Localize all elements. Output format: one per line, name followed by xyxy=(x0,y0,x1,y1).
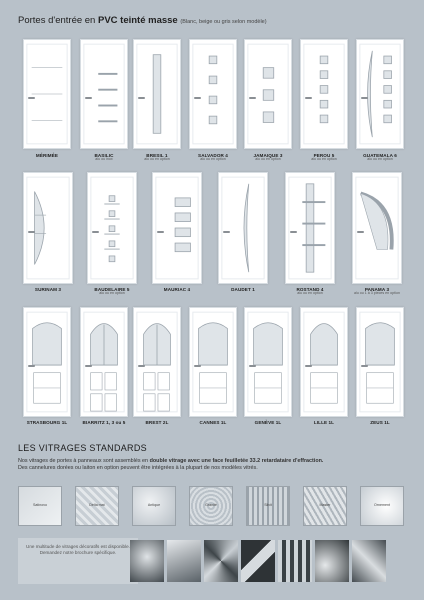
door-caption xyxy=(348,420,412,425)
door-drawing xyxy=(353,173,401,283)
decorative-note: Une multitude de vitrages décoratifs est disponible. Demandez notre brochure spécifique. xyxy=(18,538,138,584)
door-handle xyxy=(138,365,145,367)
glass-sample xyxy=(246,486,290,526)
door-note: alu ou inox xyxy=(95,157,113,161)
door-drawing xyxy=(245,40,291,148)
door-name: JAMAIQUE 3 xyxy=(253,153,283,158)
page-title: Portes d'entrée en PVC teinté masse (Blanc, beige ou gris selon modèle) xyxy=(18,15,267,26)
door-drawing xyxy=(81,308,127,416)
door-illustration xyxy=(189,39,237,149)
door-name: MÉRIMÉE xyxy=(35,153,59,158)
door-drawing xyxy=(81,40,127,148)
door-handle xyxy=(361,365,368,367)
door-caption xyxy=(15,153,79,158)
door-name: BREST 2L xyxy=(145,420,169,425)
decorative-glass-strip xyxy=(18,538,406,584)
glass-label: Master xyxy=(319,503,331,507)
door-illustration xyxy=(300,307,348,417)
door-drawing xyxy=(357,40,403,148)
door-name: ROSTAND 4 xyxy=(296,287,324,292)
glass-label: Antique xyxy=(147,503,161,507)
door-illustration xyxy=(80,39,128,149)
door-drawing xyxy=(190,308,236,416)
door-illustration xyxy=(23,307,71,417)
door-handle xyxy=(28,365,35,367)
door-illustration xyxy=(300,39,348,149)
door-name: STRASBOURG 1L xyxy=(26,420,68,425)
door-name: PANAMA 3 xyxy=(364,287,390,292)
door-illustration xyxy=(23,39,71,149)
door-caption xyxy=(15,420,79,425)
door-illustration xyxy=(87,172,137,284)
decorative-glass-thumb xyxy=(241,540,275,582)
door-drawing xyxy=(301,308,347,416)
door-caption xyxy=(236,153,300,162)
door-name: SURINAM 3 xyxy=(34,287,62,292)
door-note: alu ou en option xyxy=(99,291,125,295)
decorative-glass-thumb xyxy=(204,540,238,582)
door-illustration xyxy=(285,172,335,284)
glass-sample xyxy=(75,486,119,526)
door-illustration xyxy=(152,172,202,284)
door-drawing xyxy=(134,308,180,416)
door-drawing xyxy=(134,40,180,148)
door-caption xyxy=(125,153,189,162)
door-illustration xyxy=(133,39,181,149)
door-handle xyxy=(85,365,92,367)
door-illustration xyxy=(218,172,268,284)
decorative-glass-thumb xyxy=(315,540,349,582)
door-drawing xyxy=(153,173,201,283)
door-handle xyxy=(361,97,368,99)
glass-sample xyxy=(18,486,62,526)
door-name: DAUDET 1 xyxy=(231,287,255,292)
door-illustration xyxy=(133,307,181,417)
glass-label: Delta mat xyxy=(89,503,105,507)
door-handle xyxy=(194,97,201,99)
glass-sample xyxy=(303,486,347,526)
door-illustration xyxy=(189,307,237,417)
door-caption xyxy=(145,287,209,292)
door-handle xyxy=(28,97,35,99)
door-name: MAURIAC 4 xyxy=(163,287,191,292)
door-illustration xyxy=(356,39,404,149)
door-handle xyxy=(157,231,164,233)
door-drawing xyxy=(286,173,334,283)
door-note: alu ou en option xyxy=(144,157,170,161)
door-note: alu ou en option xyxy=(200,157,226,161)
door-handle xyxy=(290,231,297,233)
door-name: BAUDELAIRE 5 xyxy=(94,287,130,292)
glass-label: Satinovo xyxy=(33,503,47,507)
door-drawing xyxy=(190,40,236,148)
door-handle xyxy=(138,97,145,99)
glass-label: Ornement xyxy=(374,503,390,507)
door-drawing xyxy=(24,40,70,148)
door-caption xyxy=(211,287,275,292)
door-caption xyxy=(80,287,144,296)
door-name: BIARRITZ 1, 3 ou 5 xyxy=(82,420,126,425)
door-caption xyxy=(345,287,409,296)
door-handle xyxy=(28,231,35,233)
door-illustration xyxy=(23,172,73,284)
door-handle xyxy=(249,97,256,99)
door-caption xyxy=(292,420,356,425)
door-drawing xyxy=(357,308,403,416)
door-name: BASILIC xyxy=(94,153,114,158)
door-name: GUATEMALA 6 xyxy=(363,153,397,158)
door-name: GENÈVE 1L xyxy=(254,420,282,425)
door-note: alu ou en option xyxy=(311,157,337,161)
door-drawing xyxy=(24,173,72,283)
door-name: ZEUS 1L xyxy=(370,420,390,425)
door-handle xyxy=(85,97,92,99)
door-note: alu ou en option xyxy=(297,291,323,295)
door-illustration xyxy=(244,39,292,149)
section-title: LES VITRAGES STANDARDS xyxy=(18,443,147,453)
glass-label: Silvit xyxy=(264,503,272,507)
door-note: alu ou en option xyxy=(255,157,281,161)
decorative-glass-thumb xyxy=(167,540,201,582)
door-name: PEROU 5 xyxy=(313,153,335,158)
door-drawing xyxy=(301,40,347,148)
door-illustration xyxy=(80,307,128,417)
door-caption xyxy=(16,287,80,292)
door-illustration xyxy=(352,172,402,284)
door-drawing xyxy=(245,308,291,416)
decorative-glass-thumb xyxy=(352,540,386,582)
decorative-glass-thumb xyxy=(130,540,164,582)
door-illustration xyxy=(244,307,292,417)
door-drawing xyxy=(219,173,267,283)
door-name: BRESIL 1 xyxy=(146,153,168,158)
door-handle xyxy=(223,231,230,233)
door-caption xyxy=(292,153,356,162)
door-handle xyxy=(305,365,312,367)
door-note: alu ou 1 à 3 pieces en option xyxy=(354,291,400,295)
door-caption xyxy=(278,287,342,296)
glass-sample xyxy=(132,486,176,526)
door-caption xyxy=(236,420,300,425)
door-drawing xyxy=(88,173,136,283)
door-name: LILLE 1L xyxy=(313,420,335,425)
door-name: SALVADOR 4 xyxy=(198,153,228,158)
door-caption xyxy=(348,153,412,162)
door-handle xyxy=(249,365,256,367)
door-caption xyxy=(125,420,189,425)
door-handle xyxy=(305,97,312,99)
door-handle xyxy=(194,365,201,367)
door-handle xyxy=(357,231,364,233)
door-illustration xyxy=(356,307,404,417)
door-drawing xyxy=(24,308,70,416)
decorative-glass-thumb xyxy=(278,540,312,582)
glass-label: Granité xyxy=(205,503,217,507)
section-paragraph: Nos vitrages de portes à panneaux sont assemblés en double vitrage avec une face feuilletée 33.2 retardataire d'effraction. Des cannelures dorées ou laiton en option peuvent être intégrées à la plupart de nos modèles vitrés. xyxy=(18,458,324,472)
door-handle xyxy=(92,231,99,233)
door-note: alu ou en option xyxy=(367,157,393,161)
glass-sample xyxy=(189,486,233,526)
door-name: CANNES 1L xyxy=(199,420,227,425)
glass-sample xyxy=(360,486,404,526)
